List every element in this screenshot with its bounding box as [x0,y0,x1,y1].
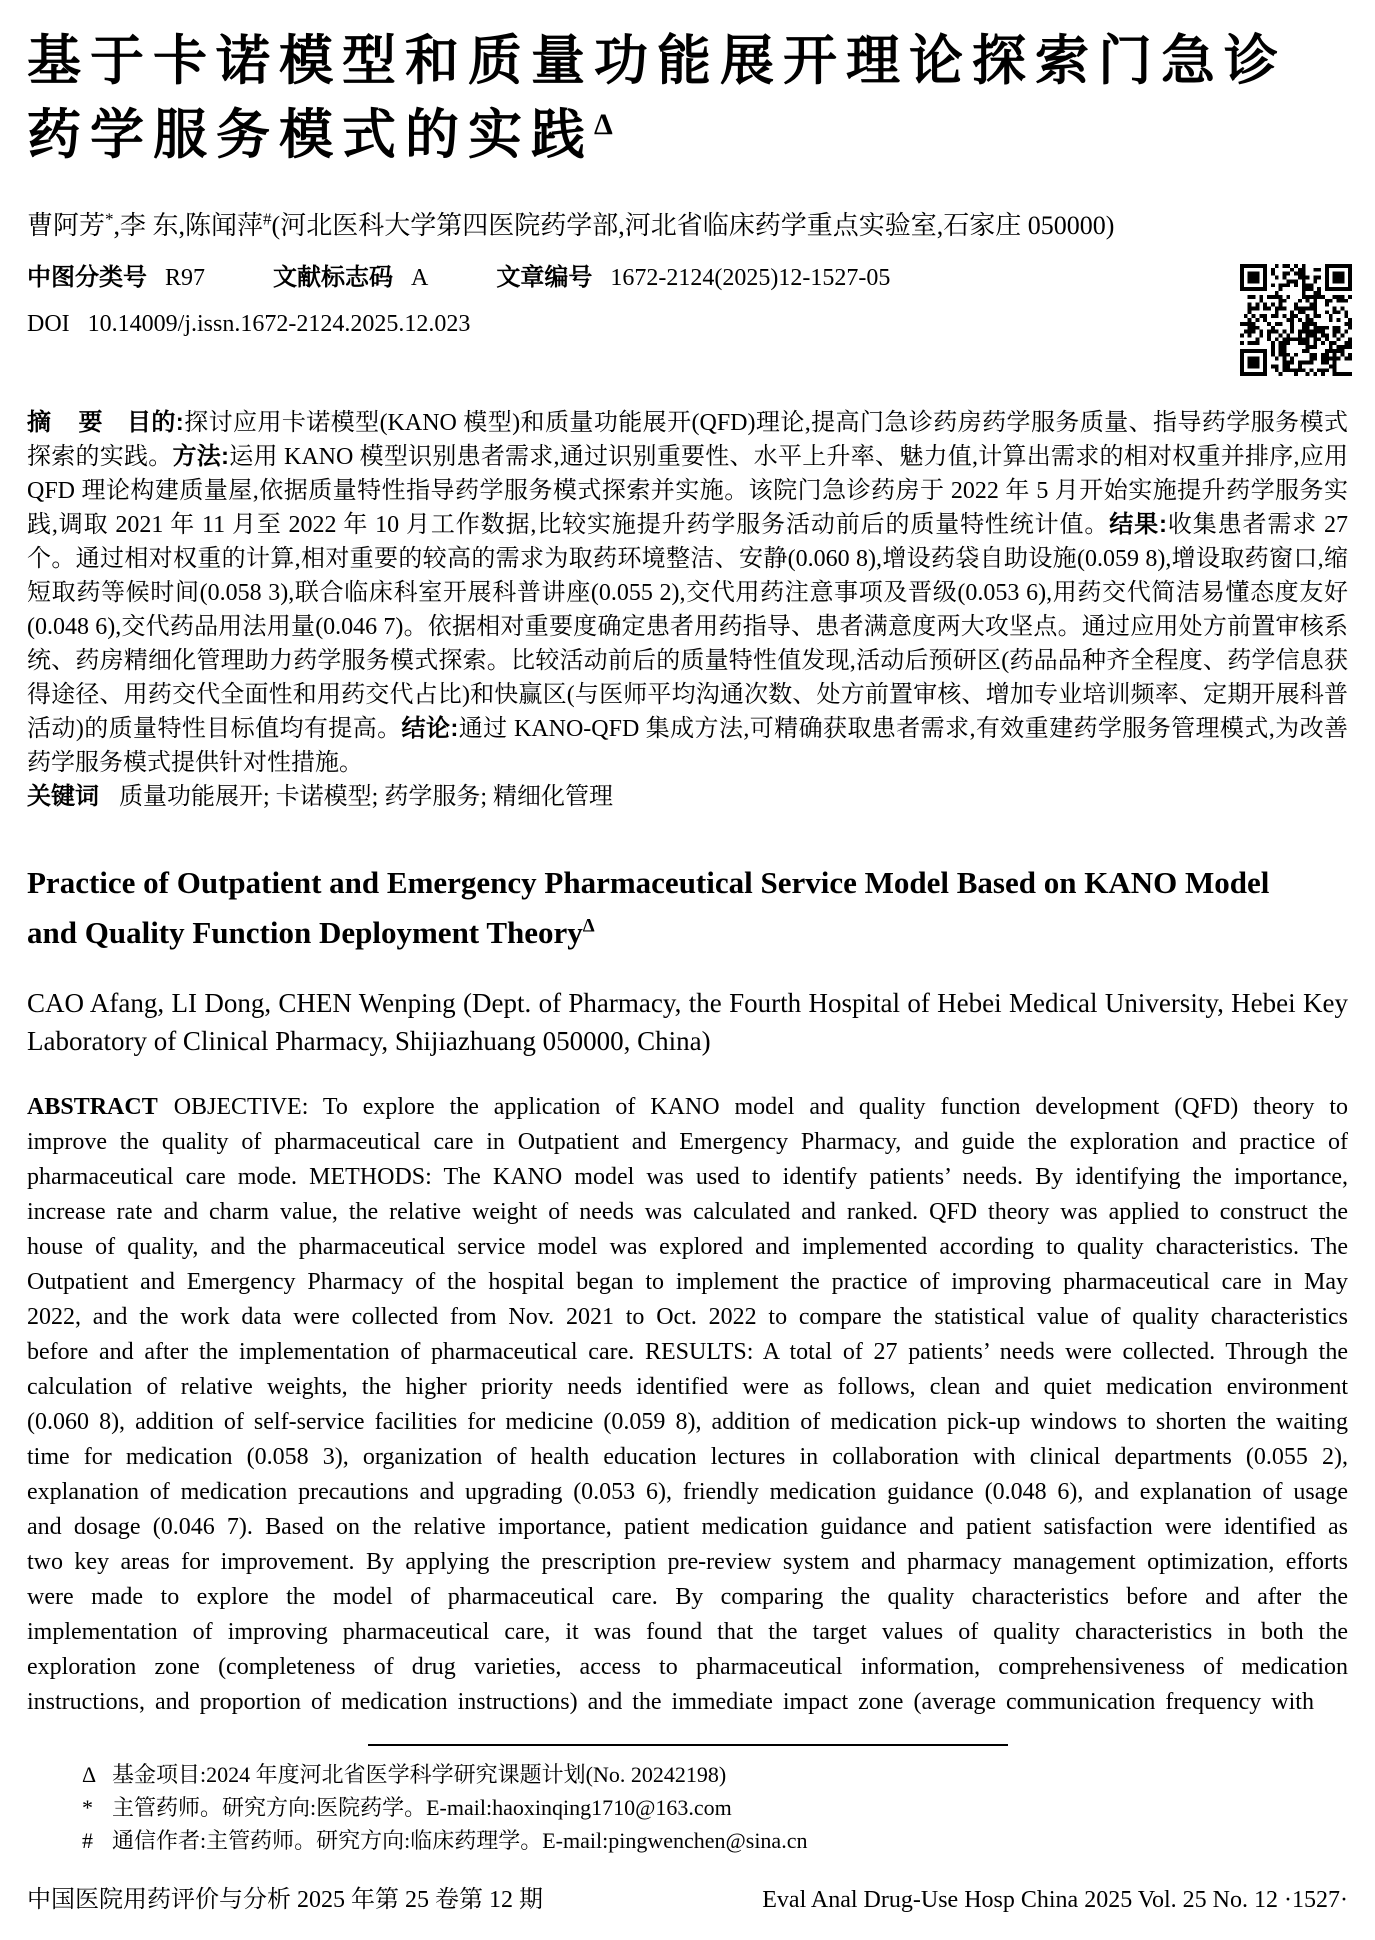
keywords-cn [27,780,1348,814]
fund-marker-en: Δ [582,915,595,937]
footnote-marker: Δ [82,1761,97,1787]
article-title-cn [27,24,1348,172]
document-code [273,262,428,294]
keywords-cn-body: 质量功能展开; 卡诺模型; 药学服务; 精细化管理 [119,784,614,811]
clc-value: R97 [165,265,206,292]
clc-label: 中图分类号 [27,264,147,292]
footnote-divider [368,1744,1008,1746]
fund-marker: Δ [594,108,613,141]
footnote-text: 基金项目:2024 年度河北省医学科学研究课题计划(No. 20242198) [112,1761,727,1787]
article-title-en [27,858,1348,958]
article-title-en-line2: and Quality Function Deployment Theory [27,915,583,951]
footnote-marker: * [82,1794,93,1820]
classification-row [27,262,1348,294]
doi-label: DOI [27,311,70,338]
clc-number [27,262,205,294]
authors-en: CAO Afang, LI Dong, CHEN Wenping (Dept. of Pharmacy, the Fourth Hospital of Hebei Medical University, Hebei Key Laboratory of Clinical Pharmacy, Shijiazhuang 050000, China) [27,987,1348,1056]
abstract-en-label: ABSTRACT [27,1093,158,1120]
abstract-cn-label: 摘 要 [27,409,113,437]
abstract-en-body: OBJECTIVE: To explore the application of KANO model and quality function development (QFD) theory to improve the quality of pharmaceutical care in Outpatient and Emergency Pharmacy, and guide the exploration and practice of pharmaceutical care mode. METHODS: The KANO model was used to identify patients’ needs. By identifying the importance, increase rate and charm value, the relative weight of needs was calculated and ranked. QFD theory was applied to construct the house of quality, and the pharmaceutical service model was explored and implemented according to quality characteristics. The Outpatient and Emergency Pharmacy of the hospital began to implement the practice of improving pharmaceutical care in May 2022, and the work data were collected from Nov. 2021 to Oct. 2022 to compare the statistical value of quality characteristics before and after the implementation of pharmaceutical care. RESULTS: A total of 27 patients’ needs were collected. Through the calculation of relative weights, the higher priority needs identified were as follows, clean and quiet medication environment (0.060 8), addition of self-service facilities for medicine (0.059 8), addition of medication pick-up windows to shorten the waiting time for medication (0.058 3), organization of health education lectures in collaboration with clinical departments (0.055 2), explanation of medication precautions and upgrading (0.053 6), friendly medication guidance (0.048 6), and explanation of usage and dosage (0.046 7). Based on the relative importance, patient medication guidance and patient satisfaction were identified as two key areas for improvement. By applying the prescription pre-review system and pharmacy management optimization, efforts were made to explore the model of pharmaceutical care. By comparing the quality characteristics before and after the implementation of improving pharmaceutical care, it was found that the target values of quality characteristics in both the exploration zone (completeness of drug varieties, access to pharmaceutical information, comprehensiveness of medication instructions, and proportion of medication instructions) and the immediate impact zone (average communication frequency with [27,1093,1348,1715]
footer-journal-en: Eval Anal Drug-Use Hosp China 2025 Vol. 25 No. 12 ·1527· [762,1887,1348,1913]
document-code-label: 文献标志码 [273,264,394,292]
doi-value: 10.14009/j.issn.1672-2124.2025.12.023 [87,311,471,338]
document-code-value: A [411,265,429,292]
abstract-cn-body: 目的:探讨应用卡诺模型(KANO 模型)和质量功能展开(QFD)理论,提高门急诊药房药学服务质量、指导药学服务模式探索的实践。方法:运用 KANO 模型识别患者需求,通过识别重要性、水平上升率、魅力值,计算出需求的相对权重并排序,应用 QFD 理论构建质量屋,依据质量特性指导药学服务模式探索并实施。该院门急诊药房于 2022 年 5 月开始实施提升药学服务实践,调取 2021 年 11 月至 2022 年 10 月工作数据,比较实施提升药学服务活动前后的质量特性统计值。结果:收集患者需求 27 个。通过相对权重的计算,相对重要的较高的需求为取药环境整洁、安静(0.060 8),增设药袋自助设施(0.059 8),增设取药窗口,缩短取药等候时间(0.058 3),联合临床科室开展科普讲座(0.055 2),交代用药注意事项及晋级(0.053 6),用药交代简洁易懂态度友好(0.048 6),交代药品用法用量(0.046 7)。依据相对重要度确定患者用药指导、患者满意度两大攻坚点。通过应用处方前置审核系统、药房精细化管理助力药学服务模式探索。比较活动前后的质量特性值发现,活动后预研区(药品品种齐全程度、药学信息获得途径、用药交代全面性和用药交代占比)和快赢区(与医师平均沟通次数、处方前置审核、增加专业培训频率、定期开展科普活动)的质量特性目标值均有提高。结论:通过 KANO-QFD 集成方法,可精确获取患者需求,有效重建药学服务管理模式,为改善药学服务模式提供针对性措施。 [27,409,1349,777]
article-id [496,262,890,294]
article-id-label: 文章编号 [496,264,593,292]
footnote-text: 通信作者:主管药师。研究方向:临床药理学。E-mail:pingwenchen@sina.cn [112,1827,808,1853]
article-title-cn-line2: 药学服务模式的实践 [27,105,594,165]
keywords-cn-label: 关键词 [27,783,99,811]
authors-cn: 曹阿芳*,李 东,陈闻萍#(河北医科大学第四医院药学部,河北省临床药学重点实验室,石家庄 050000) [27,209,1115,241]
doi-row [27,308,1348,340]
footnote-marker: # [82,1827,93,1853]
qr-code-icon [1240,264,1352,376]
footnote [82,1758,1348,1791]
page-footer [27,1884,1348,1916]
article-title-cn-line1: 基于卡诺模型和质量功能展开理论探索门急诊 [27,31,1287,91]
footnote [82,1824,1348,1857]
article-id-value: 1672-2124(2025)12-1527-05 [610,265,891,292]
abstract-cn [27,406,1348,780]
footnote [82,1791,1348,1824]
footnotes [27,1758,1348,1857]
article-title-en-line1: Practice of Outpatient and Emergency Pharmaceutical Service Model Based on KANO Model [27,865,1270,901]
footer-journal-cn: 中国医院用药评价与分析 2025 年第 25 卷第 12 期 [27,1887,543,1913]
footnote-text: 主管药师。研究方向:医院药学。E-mail:haoxinqing1710@163.com [112,1794,732,1820]
abstract-en [27,1090,1348,1720]
